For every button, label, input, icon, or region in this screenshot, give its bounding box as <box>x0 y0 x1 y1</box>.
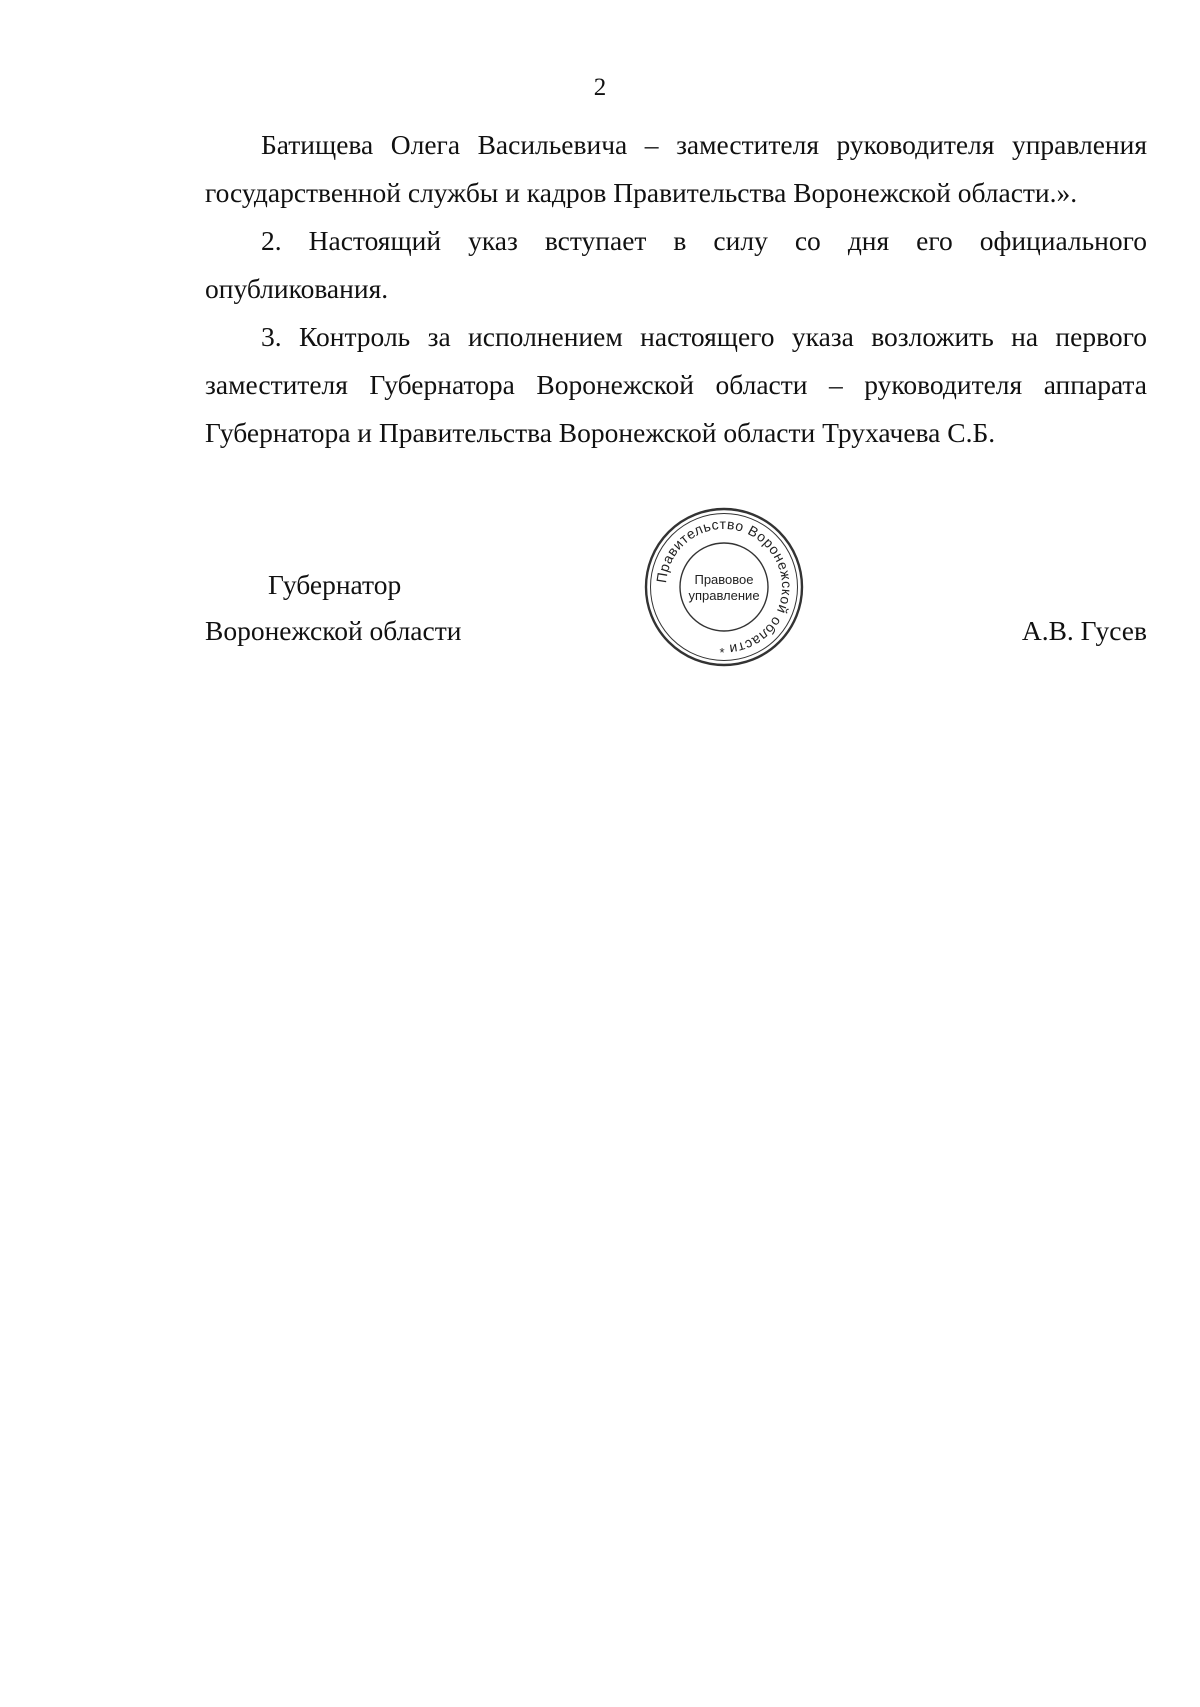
paragraph-continuation: Батищева Олега Васильевича – заместителя руководителя управления государственной службы и кадров Правительства Воронежской области.». <box>205 129 1147 208</box>
stamp-star: * <box>719 645 725 660</box>
document-body <box>205 121 1147 457</box>
paragraph-3-control: 3. Контроль за исполнением настоящего указа возложить на первого заместителя Губернатора Воронежской области – руководителя аппарата Губернатора и Правительства Воронежской области Трухачева С.Б. <box>205 321 1147 448</box>
paragraph-2-effective-date: 2. Настоящий указ вступает в силу со дня его официального опубликования. <box>205 225 1147 304</box>
signature-title-line1: Губернатор <box>268 569 402 600</box>
stamp-center-line2: управление <box>688 588 760 603</box>
official-stamp <box>643 506 805 668</box>
stamp-center-line1: Правовое <box>694 572 754 587</box>
stamp-center-circle <box>680 543 768 631</box>
stamp-inner-ring <box>651 514 798 661</box>
signature-title <box>205 562 461 654</box>
stamp-ring-text: Правительство Воронежской области <box>653 515 796 658</box>
signature-title-line2: Воронежской области <box>205 615 462 646</box>
stamp-graphic <box>643 506 805 668</box>
page-number: 2 <box>593 74 607 101</box>
signatory-name: А.В. Гусев <box>1021 615 1147 646</box>
stamp-outer-ring <box>646 509 802 665</box>
